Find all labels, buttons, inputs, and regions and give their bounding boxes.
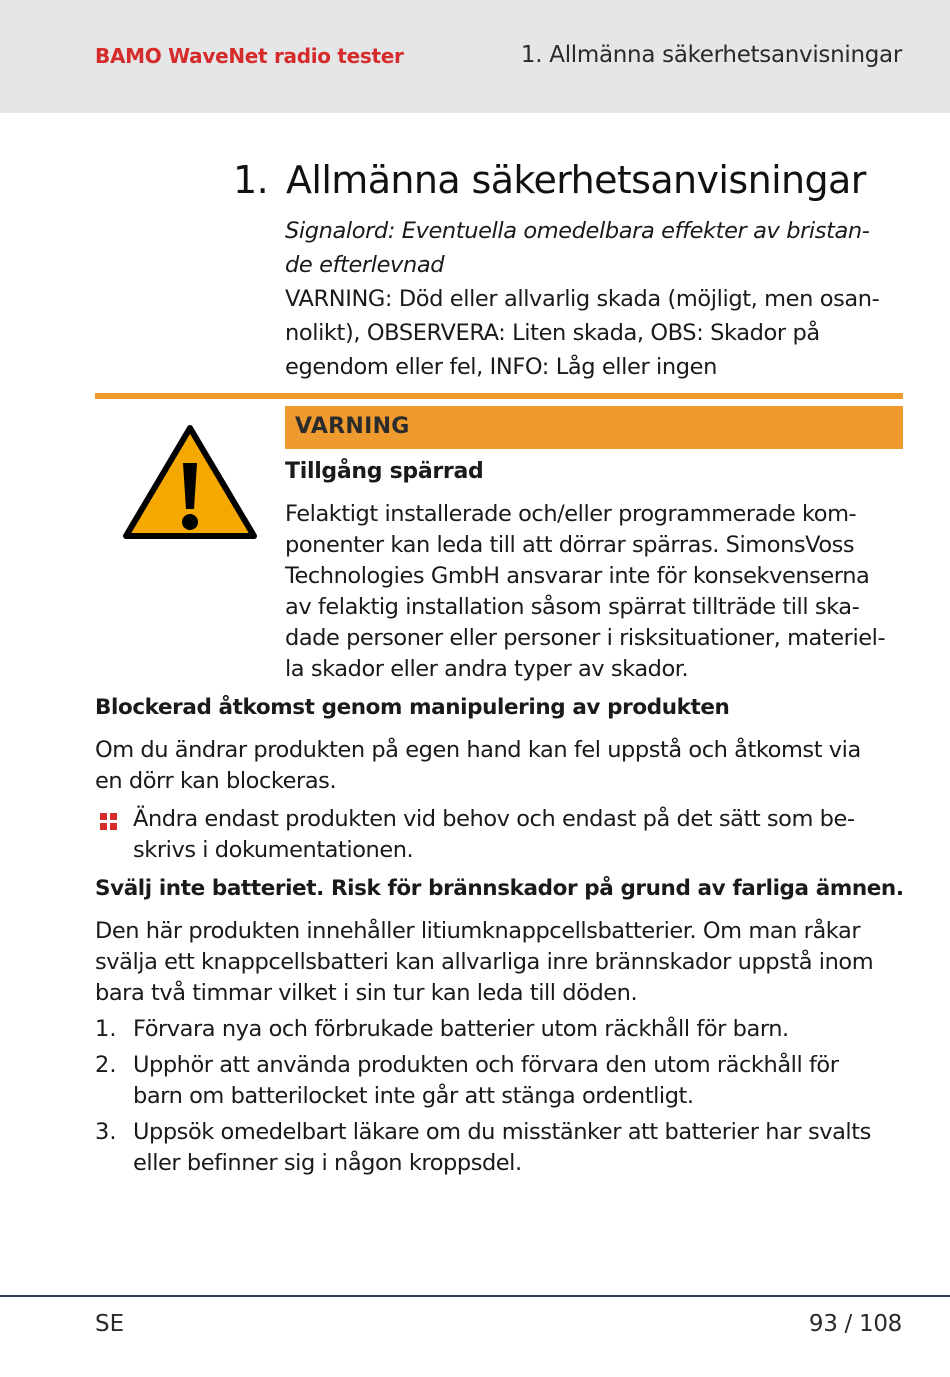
header-section-title: 1. Allmänna säkerhetsanvisningar bbox=[520, 42, 902, 68]
chapter-heading bbox=[233, 158, 866, 202]
list-item-text bbox=[133, 1050, 907, 1112]
bullet-line: skrivs i dokumentationen. bbox=[133, 837, 414, 863]
battery-instructions-list bbox=[95, 1014, 907, 1184]
signal-line: de efterlevnad bbox=[285, 252, 445, 278]
body-line: svälja ett knappcellsbatteri kan allvarliga inre brännskador uppstå inom bbox=[95, 949, 874, 975]
footer-rule bbox=[0, 1295, 950, 1297]
list-item-line: eller befinner sig i någon kroppsdel. bbox=[133, 1150, 522, 1176]
warning-body-line: ponenter kan leda till att dörrar spärras. SimonsVoss bbox=[285, 532, 855, 558]
list-item-text bbox=[133, 1117, 907, 1179]
list-item bbox=[95, 1050, 907, 1112]
list-item-number: 1. bbox=[95, 1016, 117, 1042]
red-square-bullet-icon bbox=[100, 813, 117, 830]
warning-body bbox=[285, 499, 905, 685]
list-item-line: Upphör att använda produkten och förvara den utom räckhåll för bbox=[133, 1052, 839, 1078]
section-heading-manipulation: Blockerad åtkomst genom manipulering av produkten bbox=[95, 695, 730, 720]
warning-title: Tillgång spärrad bbox=[285, 459, 484, 484]
list-item-text bbox=[133, 1014, 907, 1045]
warning-triangle-icon bbox=[122, 423, 258, 541]
warning-body-line: Felaktigt installerade och/eller programmerade kom- bbox=[285, 501, 857, 527]
warning-body-line: la skador eller andra typer av skador. bbox=[285, 656, 689, 682]
section-body-battery bbox=[95, 916, 907, 1009]
chapter-title: Allmänna säkerhetsanvisningar bbox=[286, 158, 866, 202]
footer-page-number: 93 / 108 bbox=[808, 1311, 902, 1337]
page-header bbox=[0, 0, 950, 113]
list-item-line: Uppsök omedelbart läkare om du misstänker att batterier har svalts bbox=[133, 1119, 871, 1145]
warning-body-line: av felaktig installation såsom spärrat tillträde till ska- bbox=[285, 594, 860, 620]
list-item-line: barn om batterilocket inte går att stänga ordentligt. bbox=[133, 1083, 694, 1109]
warning-label: VARNING bbox=[295, 414, 410, 439]
list-item bbox=[95, 1117, 907, 1179]
section-heading-battery: Svälj inte batteriet. Risk för brännskador på grund av farliga ämnen. bbox=[95, 876, 904, 901]
body-line: Den här produkten innehåller litiumknappcellsbatterier. Om man råkar bbox=[95, 918, 861, 944]
bullet-line: Ändra endast produkten vid behov och endast på det sätt som be- bbox=[133, 806, 855, 832]
body-line: bara två timmar vilket i sin tur kan leda till döden. bbox=[95, 980, 638, 1006]
signal-words-text bbox=[285, 214, 905, 384]
list-item-number: 3. bbox=[95, 1119, 117, 1145]
signal-line: nolikt), OBSERVERA: Liten skada, OBS: Skador på bbox=[285, 320, 820, 346]
list-item-number: 2. bbox=[95, 1052, 117, 1078]
body-line: Om du ändrar produkten på egen hand kan fel uppstå och åtkomst via bbox=[95, 737, 861, 763]
signal-line: Signalord: Eventuella omedelbara effekter av bristan- bbox=[285, 218, 870, 244]
signal-line: egendom eller fel, INFO: Låg eller ingen bbox=[285, 354, 717, 380]
footer-language: SE bbox=[95, 1311, 125, 1337]
signal-line: VARNING: Död eller allvarlig skada (möjligt, men osan- bbox=[285, 286, 880, 312]
warning-body-line: Technologies GmbH ansvarar inte för konsekvenserna bbox=[285, 563, 870, 589]
chapter-number: 1. bbox=[233, 158, 269, 202]
body-line: en dörr kan blockeras. bbox=[95, 768, 337, 794]
list-item bbox=[95, 1014, 907, 1045]
warning-body-line: dade personer eller personer i risksituationer, materiel- bbox=[285, 625, 886, 651]
list-item-line: Förvara nya och förbrukade batterier utom räckhåll för barn. bbox=[133, 1016, 789, 1042]
header-product-name: BAMO WaveNet radio tester bbox=[95, 44, 404, 68]
warning-top-rule bbox=[95, 393, 903, 399]
section-body-manipulation bbox=[95, 735, 907, 797]
bullet-text bbox=[133, 804, 908, 866]
warning-label-band bbox=[285, 406, 903, 449]
